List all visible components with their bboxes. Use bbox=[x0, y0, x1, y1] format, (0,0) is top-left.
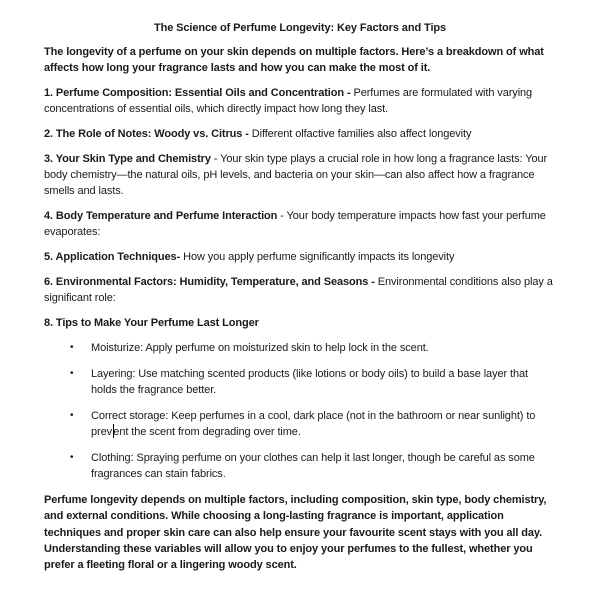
section-heading-3: 3. Your Skin Type and Chemistry bbox=[44, 152, 211, 165]
section-body-4: - Your body temperature impacts how fast your perfume evaporates: bbox=[44, 210, 546, 239]
intro-paragraph[interactable]: The longevity of a perfume on your skin depends on multiple factors. Here’s a breakdown of what affects how long your fragrance lasts and how you can make the most of it. bbox=[44, 45, 544, 75]
section-body-3: - Your skin type plays a crucial role in how long a fragrance lasts: Your body chemistry—the natural oils, pH levels, and bacteria on your skin—can also affect how a fragrance smells and lasts. bbox=[44, 152, 548, 198]
section-heading-1: 1. Perfume Composition: Essential Oils and Concentration - bbox=[44, 86, 354, 99]
section-heading-5: 5. Application Techniques- bbox=[44, 251, 181, 264]
section-paragraph-2[interactable] bbox=[44, 126, 556, 142]
section-heading-6: 6. Environmental Factors: Humidity, Temperature, and Seasons - bbox=[44, 276, 378, 289]
bullet-icon: • bbox=[70, 451, 74, 463]
section-paragraph-1[interactable] bbox=[44, 85, 556, 118]
section-paragraph-5[interactable] bbox=[44, 249, 556, 265]
bullet-icon: • bbox=[70, 367, 74, 379]
section-body-6: Environmental conditions also play a significant role: bbox=[44, 276, 553, 305]
section-paragraph-3[interactable] bbox=[44, 151, 556, 200]
section-heading-4: 4. Body Temperature and Perfume Interaction bbox=[44, 210, 278, 223]
section-body-2: Different olfactive families also affect longevity bbox=[251, 127, 472, 140]
bullet-text-before-caret: Correct storage: Keep perfumes in a cool, dark place (not in the bathroom or near sunlight) to prev bbox=[91, 409, 536, 439]
section-body-5: How you apply perfume significantly impacts its longevity bbox=[180, 251, 455, 264]
bullet-text-layering: Layering: Use matching scented products (like lotions or body oils) to build a base layer that holds the fragrance better. bbox=[91, 367, 528, 397]
bullet-item-layering[interactable] bbox=[44, 366, 556, 399]
bullet-item-moisturize[interactable] bbox=[44, 340, 556, 356]
bullet-item-correct-storage[interactable] bbox=[44, 408, 556, 441]
bullet-list bbox=[44, 340, 556, 483]
section-body-1: Perfumes are formulated with varying concentrations of essential oils, which directly impact how long they last. bbox=[44, 86, 533, 116]
bullet-text-clothing: Clothing: Spraying perfume on your clothes can help it last longer, though be careful as some fragrances can stain fabrics. bbox=[91, 451, 535, 481]
document-title[interactable]: The Science of Perfume Longevity: Key Factors and Tips bbox=[153, 22, 447, 34]
closing-paragraph[interactable]: Perfume longevity depends on multiple factors, including composition, skin type, body chemistry, and external conditions. While choosing a long-lasting fragrance is important, application techniques and proper skin care can also help ensure your favourite scent stays with you all day. Understanding these variables will allow you to enjoy your perfumes to the fullest, whether you prefer a fleeting floral or a lingering woody scent. bbox=[44, 494, 547, 572]
bullet-item-clothing[interactable] bbox=[44, 450, 556, 483]
bullet-icon: • bbox=[70, 409, 74, 421]
section-paragraph-6[interactable] bbox=[44, 274, 556, 307]
section-paragraph-4[interactable] bbox=[44, 208, 556, 241]
bullet-text-correct-storage bbox=[91, 408, 556, 441]
tips-heading[interactable]: 8. Tips to Make Your Perfume Last Longer bbox=[44, 317, 259, 330]
section-heading-2: 2. The Role of Notes: Woody vs. Citrus - bbox=[44, 127, 252, 140]
bullet-text-after-caret: ent the scent from degrading over time. bbox=[113, 426, 301, 439]
bullet-text-moisturize: Moisturize: Apply perfume on moisturized skin to help lock in the scent. bbox=[91, 341, 429, 354]
bullet-icon: • bbox=[70, 341, 74, 353]
